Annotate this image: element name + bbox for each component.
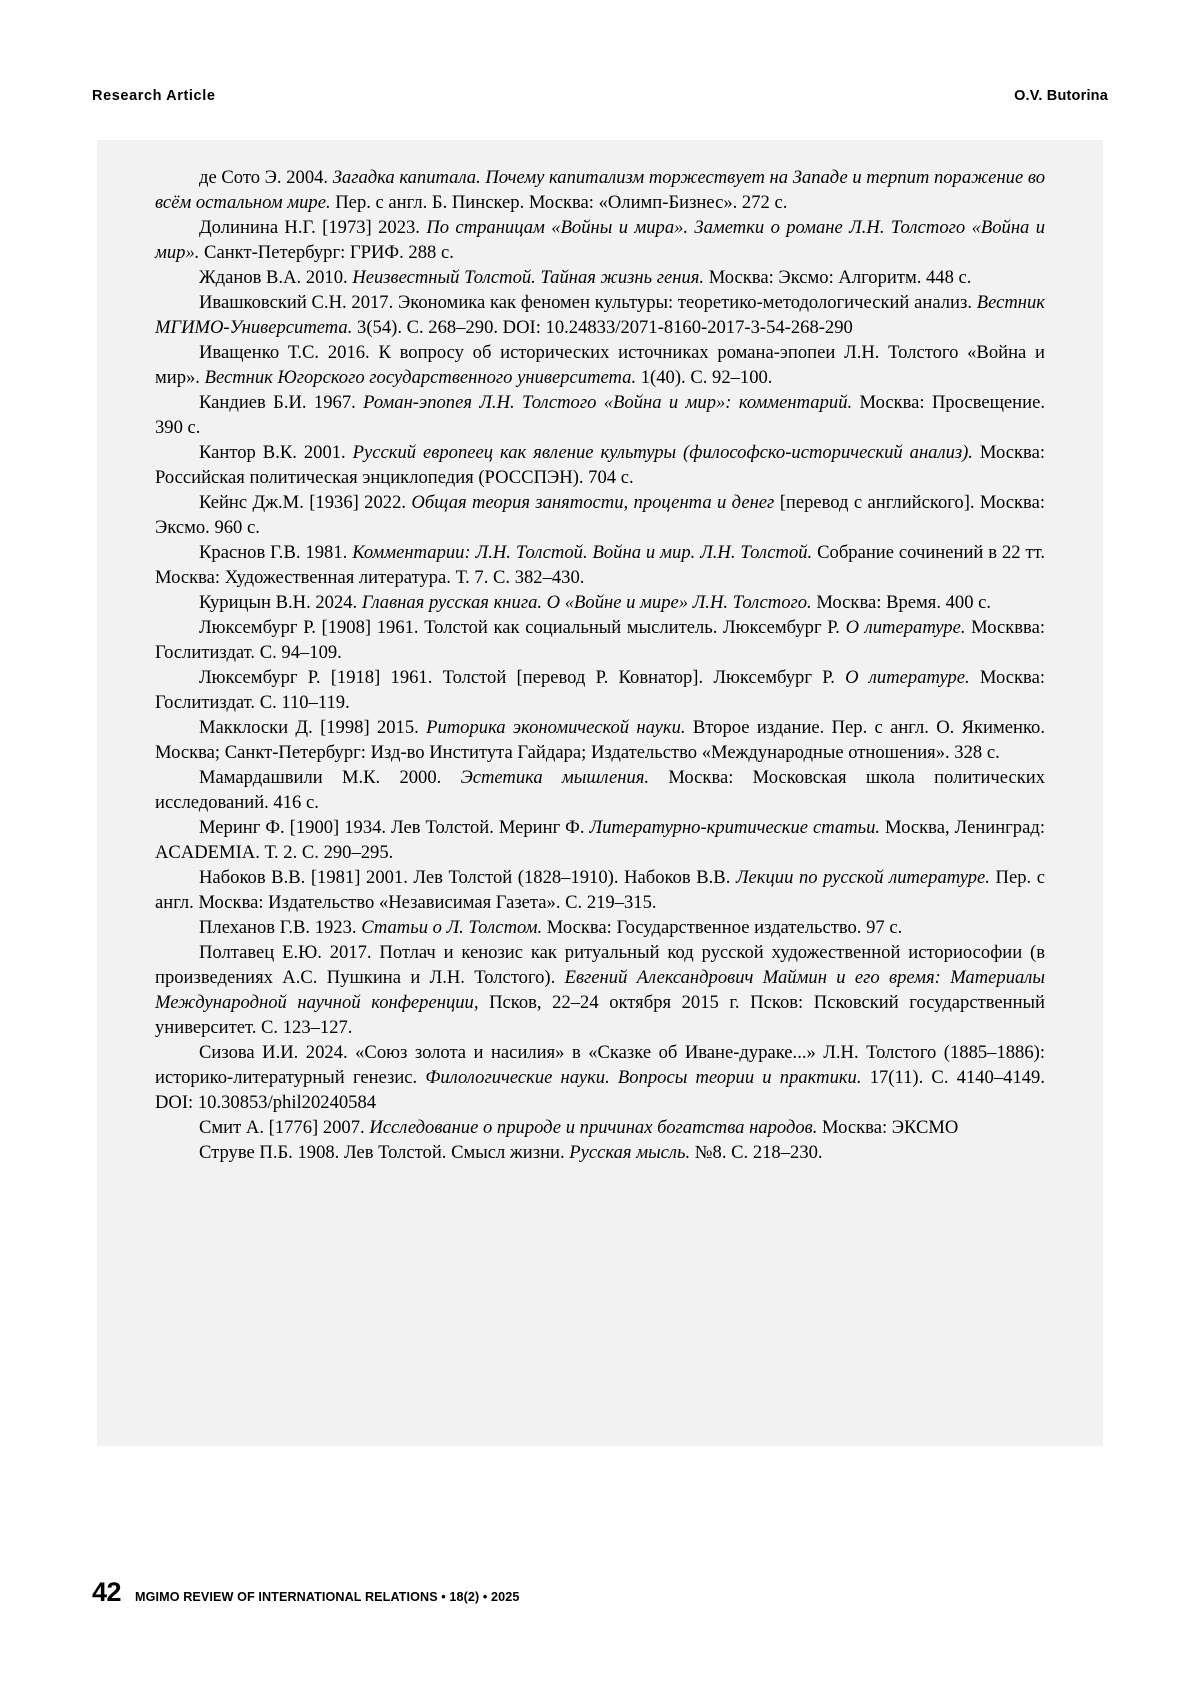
reference-entry: Сизова И.И. 2024. «Союз золота и насилия» в «Сказке об Иване-дураке...» Л.Н. Толстого (1885–1886): историко-литературный генезис. Филологические науки. Вопросы теории и практики. 17(11). С. 4140–4149. DOI: 10.30853/phil20240584 — [155, 1042, 1045, 1113]
reference-entry: Кандиев Б.И. 1967. Роман-эпопея Л.Н. Толстого «Война и мир»: комментарий. Москва: Просвещение. 390 с. — [155, 392, 1045, 438]
reference-entry: Люксембург Р. [1908] 1961. Толстой как социальный мыслитель. Люксембург Р. О литературе. Москвва: Гослитиздат. С. 94–109. — [155, 617, 1045, 663]
references-list — [155, 165, 1045, 1165]
reference-entry: Меринг Ф. [1900] 1934. Лев Толстой. Меринг Ф. Литературно-критические статьи. Москва, Ленинград: ACADEMIA. Т. 2. С. 290–295. — [155, 817, 1045, 863]
reference-entry: Мамардашвили М.К. 2000. Эстетика мышления. Москва: Московская школа политических исследований. 416 с. — [155, 767, 1046, 813]
running-head — [92, 88, 1108, 104]
reference-entry: Краснов Г.В. 1981. Комментарии: Л.Н. Толстой. Война и мир. Л.Н. Толстой. Собрание сочинений в 22 тт. Москва: Художественная литература. Т. 7. С. 382–430. — [155, 542, 1045, 588]
reference-entry: Иващенко Т.С. 2016. К вопросу об исторических источниках романа-эпопеи Л.Н. Толстого «Война и мир». Вестник Югорского государственного университета. 1(40). С. 92–100. — [155, 342, 1045, 388]
reference-entry: Долинина Н.Г. [1973] 2023. По страницам «Войны и мира». Заметки о романе Л.Н. Толстого «Война и мир». Санкт-Петербург: ГРИФ. 288 с. — [155, 217, 1045, 263]
reference-entry: Набоков В.В. [1981] 2001. Лев Толстой (1828–1910). Набоков В.В. Лекции по русской литературе. Пер. с англ. Москва: Издательство «Независимая Газета». С. 219–315. — [155, 867, 1045, 913]
journal-citation: MGIMO REVIEW OF INTERNATIONAL RELATIONS • 18(2) • 2025 — [135, 1590, 520, 1604]
reference-entry: Струве П.Б. 1908. Лев Толстой. Смысл жизни. Русская мысль. №8. С. 218–230. — [199, 1142, 823, 1163]
reference-entry: Ивашковский С.Н. 2017. Экономика как феномен культуры: теоретико-методологический анализ. Вестник МГИМО-Университета. 3(54). С. 268–290. DOI: 10.24833/2071-8160-2017-3-54-268-290 — [155, 292, 1045, 338]
reference-entry: Смит А. [1776] 2007. Исследование о природе и причинах богатства народов. Москва: ЭКСМО — [199, 1117, 959, 1138]
reference-entry: Кантор В.К. 2001. Русский европеец как явление культуры (философско-исторический анализ). Москва: Российская политическая энциклопедия (РОССПЭН). 704 с. — [155, 442, 1045, 488]
page-number: 42 — [92, 1577, 122, 1607]
reference-entry: Кейнс Дж.М. [1936] 2022. Общая теория занятости, процента и денег [перевод с английского]. Москва: Эксмо. 960 с. — [155, 492, 1045, 538]
running-head-right: O.V. Butorina — [1014, 88, 1108, 104]
reference-entry: Полтавец Е.Ю. 2017. Потлач и кенозис как ритуальный код русской художественной историософии (в произведениях А.С. Пушкина и Л.Н. Толстого). Евгений Александрович Маймин и его время: Материалы Международной научной конференции, Псков, 22–24 октября 2015 г. Псков: Псковский государственный университет. С. 123–127. — [155, 942, 1045, 1038]
page-footer — [92, 1577, 519, 1608]
running-head-left: Research Article — [92, 88, 216, 104]
reference-entry: Плеханов Г.В. 1923. Статьи о Л. Толстом. Москва: Государственное издательство. 97 с. — [199, 917, 903, 938]
reference-entry: Курицын В.Н. 2024. Главная русская книга. О «Войне и мире» Л.Н. Толстого. Москва: Время. 400 с. — [199, 592, 992, 613]
reference-entry: Люксембург Р. [1918] 1961. Толстой [перевод Р. Ковнатор]. Люксембург Р. О литературе. Москва: Гослитиздат. С. 110–119. — [155, 667, 1045, 713]
reference-entry: Жданов В.А. 2010. Неизвестный Толстой. Тайная жизнь гения. Москва: Эксмо: Алгоритм. 448 с. — [199, 267, 972, 288]
reference-entry: де Сото Э. 2004. Загадка капитала. Почему капитализм торжествует на Западе и терпит поражение во всём остальном мире. Пер. с англ. Б. Пинскер. Москва: «Олимп-Бизнес». 272 с. — [155, 167, 1045, 213]
reference-entry: Макклоски Д. [1998] 2015. Риторика экономической науки. Второе издание. Пер. с англ. О. Якименко. Москва; Санкт-Петербург: Изд-во Института Гайдара; Издательство «Международные отношения». 328 с. — [155, 717, 1045, 763]
